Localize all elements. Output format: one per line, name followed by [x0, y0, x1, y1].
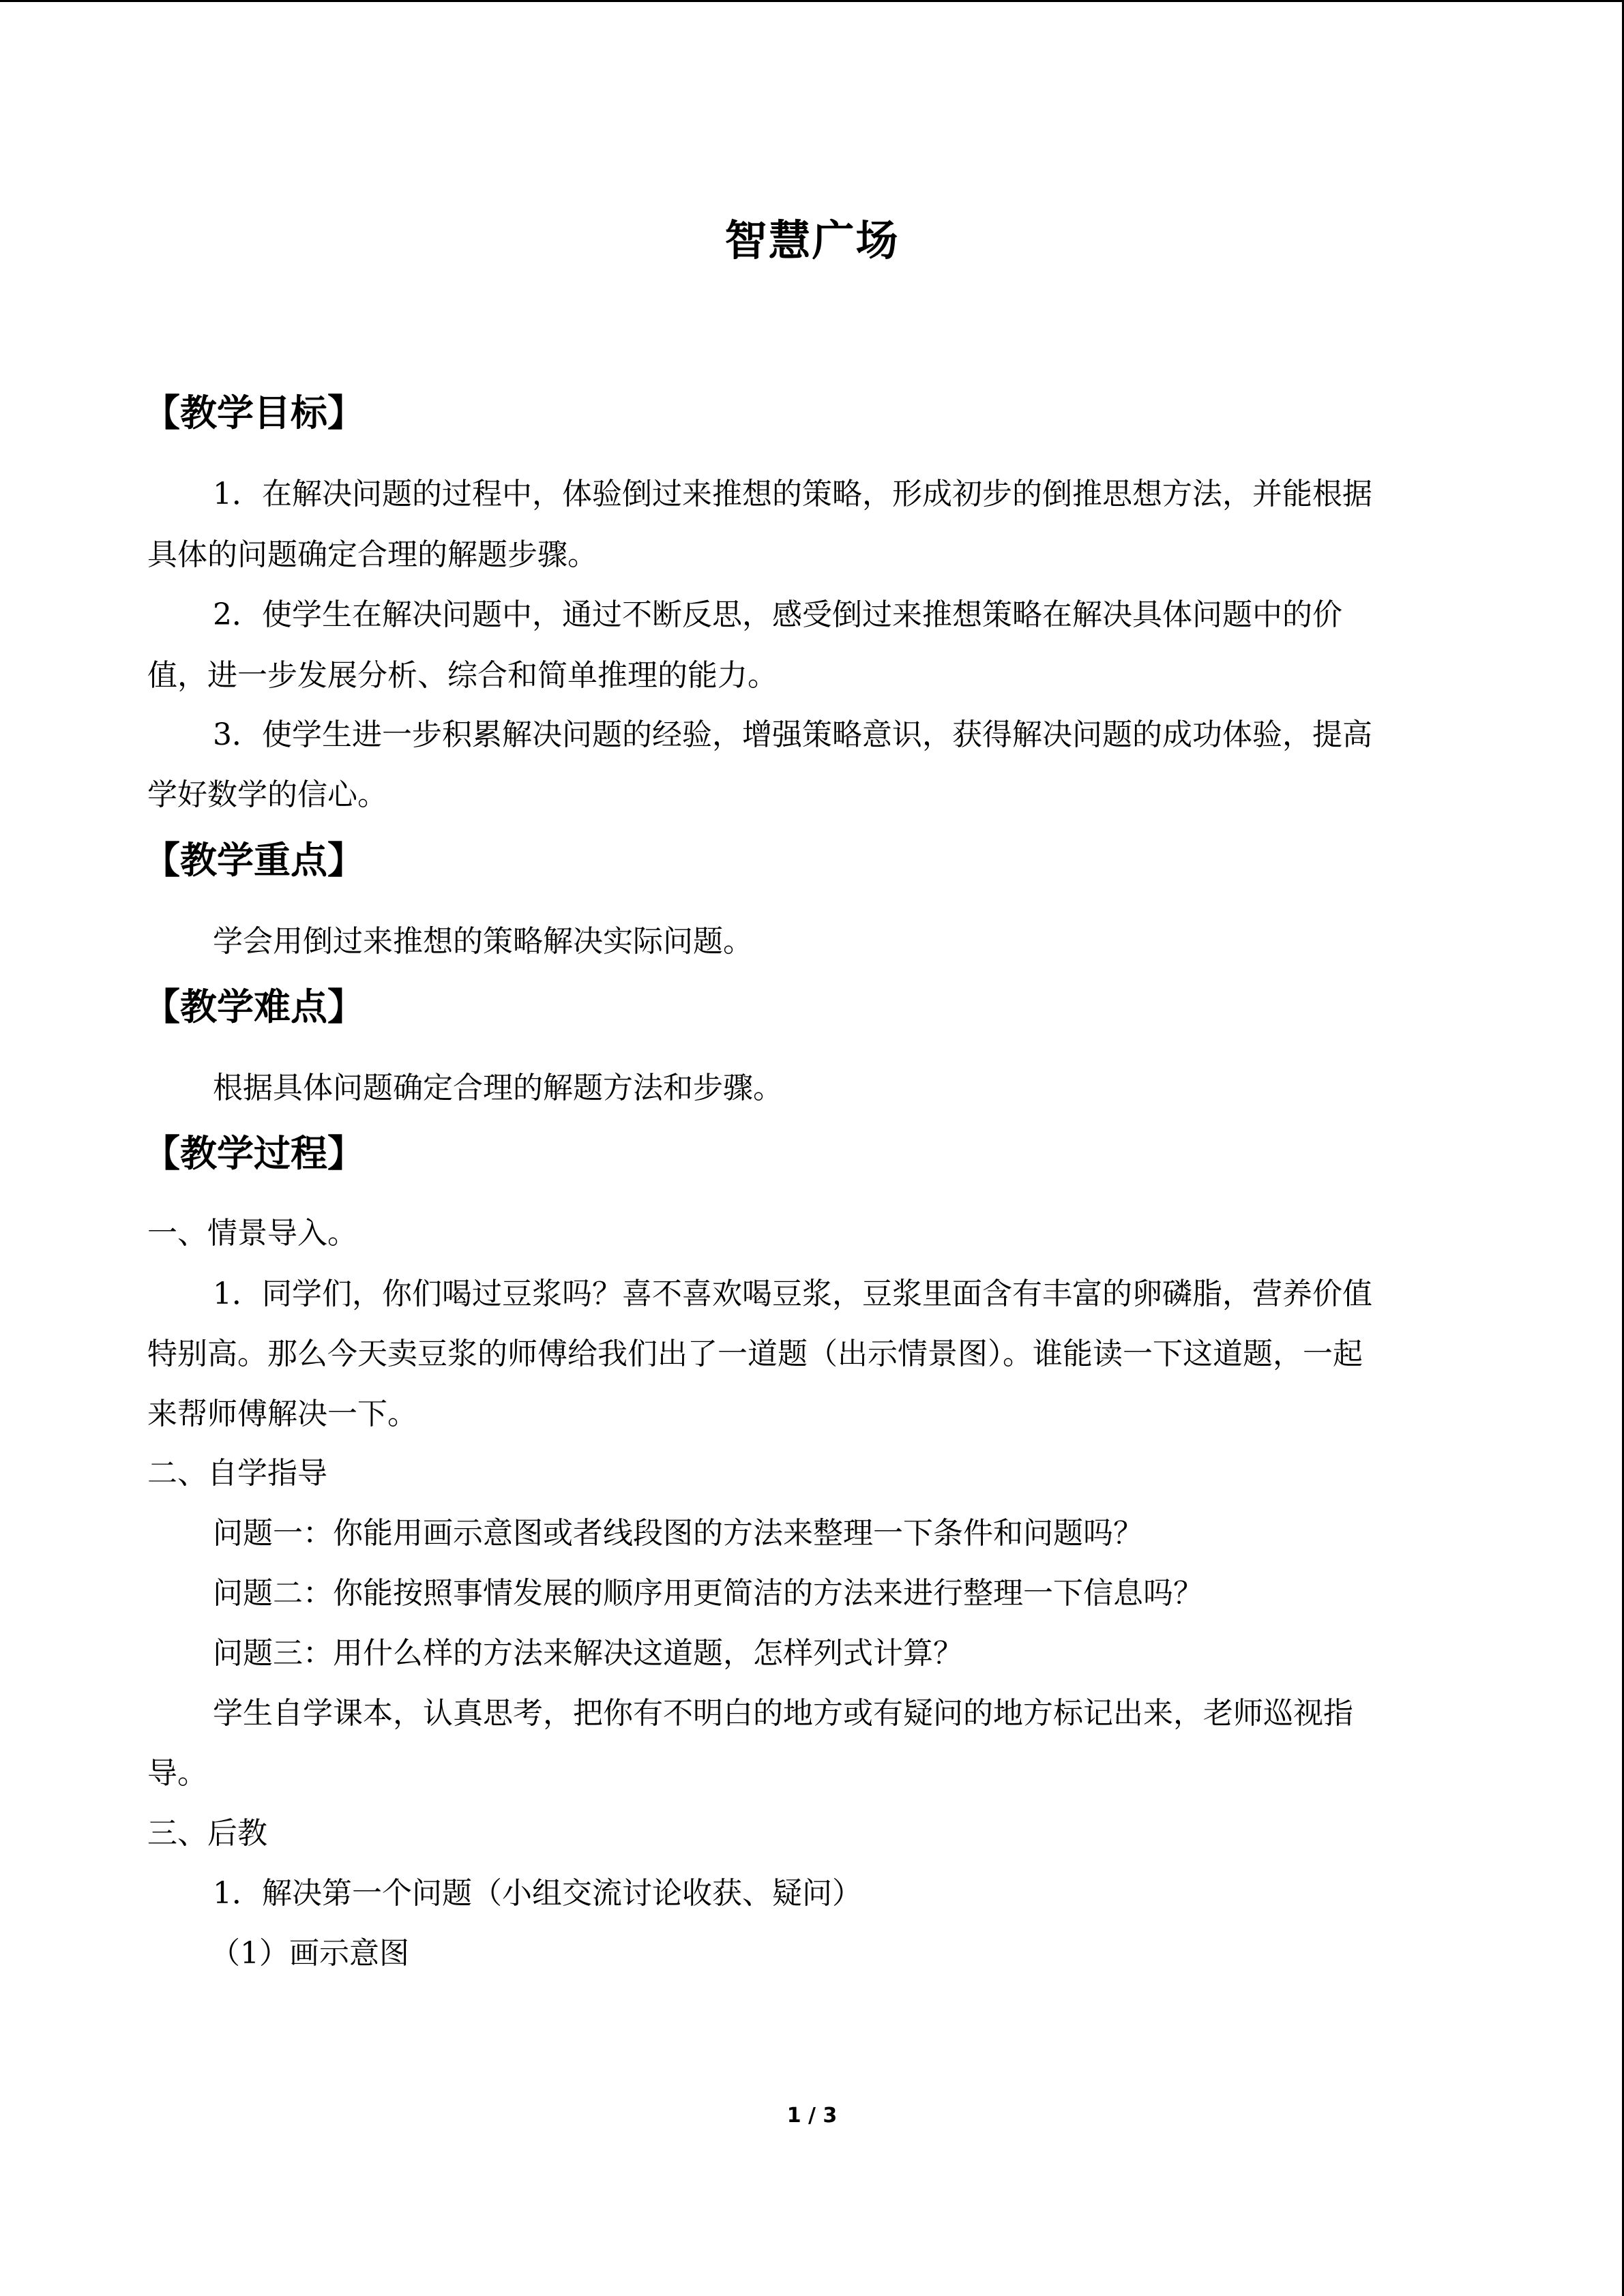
heading-difficulties: 【教学难点】	[143, 985, 364, 1028]
heading-key-points: 【教学重点】	[143, 839, 364, 882]
difficulties-text: 根据具体问题确定合理的解题方法和步骤。	[213, 1071, 783, 1105]
process-part-3-title: 三、后教	[147, 1816, 267, 1851]
self-study-line-2: 导。	[147, 1756, 207, 1791]
part-1-line-3: 来帮师傅解决一下。	[147, 1397, 417, 1431]
question-2: 问题二：你能按照事情发展的顺序用更简洁的方法来进行整理一下信息吗？	[213, 1576, 1203, 1611]
objective-3-line-2: 学好数学的信心。	[147, 777, 387, 812]
key-points-text: 学会用倒过来推想的策略解决实际问题。	[213, 924, 753, 959]
question-3: 问题三：用什么样的方法来解决这道题，怎样列式计算？	[213, 1636, 963, 1671]
objective-2-line-1: 2．使学生在解决问题中，通过不断反思，感受倒过来推想策略在解决具体问题中的价	[213, 597, 1342, 632]
heading-teaching-process: 【教学过程】	[143, 1132, 364, 1175]
part-1-line-2: 特别高。那么今天卖豆浆的师傅给我们出了一道题（出示情景图）。谁能读一下这道题，一起	[147, 1337, 1363, 1371]
heading-teaching-objectives: 【教学目标】	[143, 391, 364, 434]
self-study-line-1: 学生自学课本，认真思考，把你有不明白的地方或有疑问的地方标记出来，老师巡视指	[213, 1696, 1353, 1731]
question-1: 问题一：你能用画示意图或者线段图的方法来整理一下条件和问题吗？	[213, 1516, 1143, 1551]
document-title: 智慧广场	[724, 215, 900, 265]
process-part-2-title: 二、自学指导	[147, 1456, 327, 1491]
objective-2-line-2: 值，进一步发展分析、综合和简单推理的能力。	[147, 658, 778, 693]
step-1-sub-text: （1）画示意图	[210, 1936, 409, 1971]
objective-3-line-1: 3．使学生进一步积累解决问题的经验，增强策略意识，获得解决问题的成功体验，提高	[213, 717, 1372, 752]
part-1-line-1: 1．同学们，你们喝过豆浆吗？喜不喜欢喝豆浆，豆浆里面含有丰富的卵磷脂，营养价值	[213, 1277, 1372, 1311]
objective-1-line-1: 1．在解决问题的过程中，体验倒过来推想的策略，形成初步的倒推思想方法，并能根据	[213, 477, 1372, 511]
page-number: 1 / 3	[786, 2104, 838, 2128]
objective-1-line-2: 具体的问题确定合理的解题步骤。	[147, 537, 597, 572]
process-part-1-title: 一、情景导入。	[147, 1216, 357, 1251]
step-1-text: 1．解决第一个问题（小组交流讨论收获、疑问）	[213, 1876, 862, 1911]
